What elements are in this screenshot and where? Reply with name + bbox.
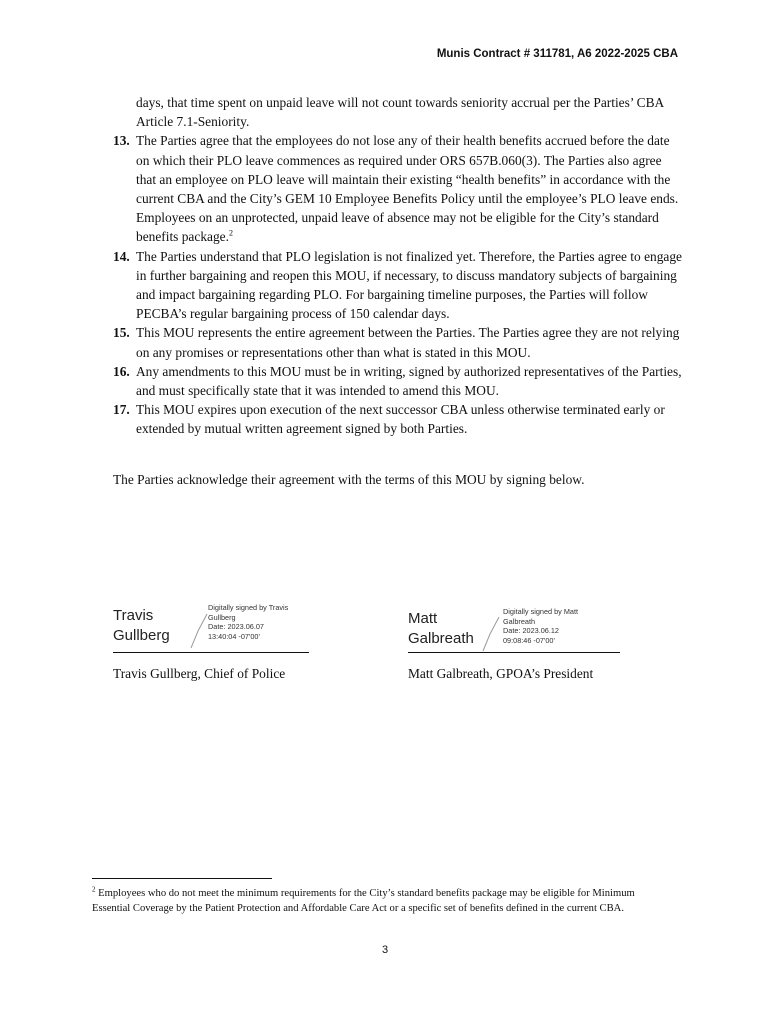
numbered-list bbox=[113, 131, 683, 438]
continuation-paragraph: days, that time spent on unpaid leave will not count towards seniority accrual per the Parties’ CBA Article 7.1-Seniority. bbox=[136, 95, 664, 130]
signature-name-last: Galbreath bbox=[408, 630, 474, 647]
digital-signature-name[interactable] bbox=[113, 606, 170, 646]
digital-signature-name[interactable] bbox=[408, 609, 474, 649]
footnote bbox=[92, 886, 672, 916]
digital-signature-details bbox=[503, 607, 613, 645]
footnote-divider bbox=[92, 878, 272, 879]
item-number: 16. bbox=[113, 363, 130, 379]
list-item bbox=[113, 323, 683, 361]
footnote-marker: 2 bbox=[92, 885, 96, 894]
digital-signature-details bbox=[208, 603, 318, 641]
item-text: The Parties agree that the employees do not lose any of their health benefits accrued before the date on which their PLO leave commences as required under ORS 657B.060(3). The Parties also agree that an employee on PLO leave will maintain their existing “health benefits” in accordance with the current CBA and the City’s GEM 10 Employee Benefits Policy until the employee’s PLO leave ends. Employees on an unprotected, unpaid leave of absence may not be eligible for the City’s standard benefits package. bbox=[136, 133, 679, 245]
item-number: 13. bbox=[113, 133, 130, 149]
list-item bbox=[113, 131, 683, 246]
item-text: Any amendments to this MOU must be in writing, signed by authorized representatives of the Parties, and must specifically state that it was intended to amend this MOU. bbox=[136, 363, 682, 399]
item-number: 15. bbox=[113, 325, 130, 341]
digital-signer-name: Galbreath bbox=[503, 616, 536, 626]
item-text: The Parties understand that PLO legislation is not finalized yet. Therefore, the Parties agree to engage in further bargaining and reopen this MOU, if necessary, to discuss mandatory subjects of bargaining and impact bargaining regarding PLO. For bargaining timeline purposes, the Parties will follow PECBA’s regular bargaining process of 150 calendar days. bbox=[136, 248, 682, 322]
signature-line bbox=[113, 652, 309, 653]
list-item bbox=[113, 247, 683, 324]
digital-sign-date: Date: 2023.06.07 bbox=[208, 622, 264, 632]
page-number: 3 bbox=[381, 944, 389, 956]
digital-signer-name: Gullberg bbox=[208, 612, 236, 622]
signature-line bbox=[408, 652, 620, 653]
acknowledgement-statement: The Parties acknowledge their agreement with the terms of this MOU by signing below. bbox=[113, 471, 585, 487]
document-body bbox=[113, 93, 683, 502]
digital-sign-time: 09:08:46 -07'00' bbox=[503, 635, 555, 645]
list-item bbox=[113, 400, 683, 438]
signature-stroke-icon bbox=[189, 613, 209, 649]
list-item bbox=[113, 362, 683, 400]
signature-name-first: Travis bbox=[113, 607, 154, 624]
item-text: This MOU expires upon execution of the next successor CBA unless otherwise terminated early or extended by mutual written agreement signed by both Parties. bbox=[136, 402, 665, 437]
digital-signed-by: Digitally signed by Matt bbox=[503, 607, 579, 616]
digital-sign-time: 13:40:04 -07'00' bbox=[208, 631, 260, 641]
signature-name-last: Gullberg bbox=[113, 627, 170, 644]
signature-caption: Travis Gullberg, Chief of Police bbox=[113, 666, 286, 681]
item-number: 17. bbox=[113, 402, 130, 418]
footnote-reference[interactable]: 2 bbox=[228, 228, 233, 238]
item-number: 14. bbox=[113, 248, 130, 264]
digital-sign-date: Date: 2023.06.12 bbox=[503, 626, 559, 636]
footnote-text: Employees who do not meet the minimum requirements for the City’s standard benefits package may be eligible for Minimum Essential Coverage by the Patient Protection and Affordable Care Act or a specific set of benefits defined in the current CBA. bbox=[92, 888, 635, 914]
signature-caption: Matt Galbreath, GPOA’s President bbox=[408, 666, 594, 681]
item-text: This MOU represents the entire agreement between the Parties. The Parties agree they are not relying on any promises or representations other than what is stated in this MOU. bbox=[136, 325, 680, 360]
digital-signed-by: Digitally signed by Travis bbox=[208, 603, 289, 612]
page-header: Munis Contract # 311781, A6 2022-2025 CBA bbox=[436, 48, 678, 60]
signature-name-first: Matt bbox=[408, 610, 438, 627]
signature-stroke-icon bbox=[481, 616, 501, 652]
